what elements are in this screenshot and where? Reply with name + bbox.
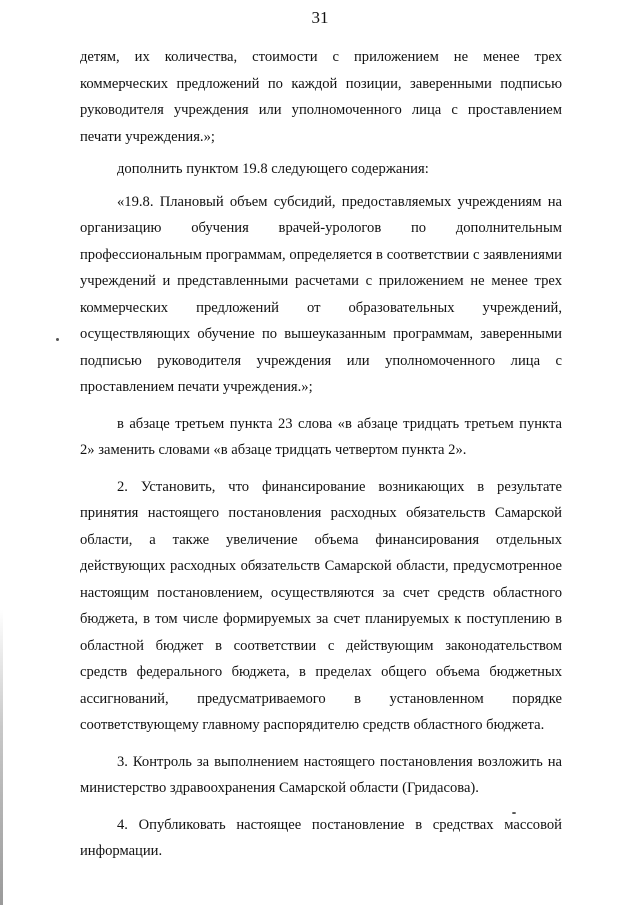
- paragraph-section-3: 3. Контроль за выполнением настоящего постановления возложить на министерство здравоохранения Самарской области (Гридасова).: [80, 753, 562, 796]
- scan-speck: [512, 812, 516, 814]
- page-number: 31: [311, 8, 329, 27]
- paragraph-amendment-intro: дополнить пунктом 19.8 следующего содержания:: [117, 161, 429, 177]
- paragraph-item-19-8: «19.8. Плановый объем субсидий, предоставляемых учреждениям на организацию обучения врачей-урологов по дополнительным профессиональным программам, определяется в соответствии с заявлениями учреждений и представленными расчетами с приложением не менее трех коммерческих предложений от образовательных учреждений, осуществляющих обучение по вышеуказанным программам, заверенными подписью руководителя учреждения или уполномоченного лица с проставлением печати учреждения.»;: [80, 193, 562, 395]
- paragraph-section-2: 2. Установить, что финансирование возникающих в результате принятия настоящего постановления расходных обязательств Самарской области, а также увеличение объема финансирования отдельных действующих расходных обязательств Самарской области, предусмотренное настоящим постановлением, осуществляются за счет средств областного бюджета, в том числе формируемых за счет планируемых к поступлению в областной бюджет в соответствии с действующим законодательством средств федерального бюджета, в пределах общего объема бюджетных ассигнований, предусматриваемого в установленном порядке соответствующему главному распорядителю средств областного бюджета.: [80, 478, 562, 733]
- document-body: [80, 44, 562, 865]
- scan-edge-mark: [0, 610, 3, 905]
- scan-speck: [56, 338, 59, 341]
- paragraph-item-23-amendment: в абзаце третьем пункта 23 слова «в абзаце тридцать третьем пункта 2» заменить словами «в абзаце тридцать четвертом пункта 2».: [80, 415, 562, 458]
- paragraph-continuation: детям, их количества, стоимости с приложением не менее трех коммерческих предложений по каждой позиции, заверенными подписью руководителя учреждения или уполномоченного лица с проставлением печати учреждения.»;: [80, 49, 562, 145]
- paragraph-section-4: 4. Опубликовать настоящее постановление в средствах массовой информации.: [80, 816, 562, 859]
